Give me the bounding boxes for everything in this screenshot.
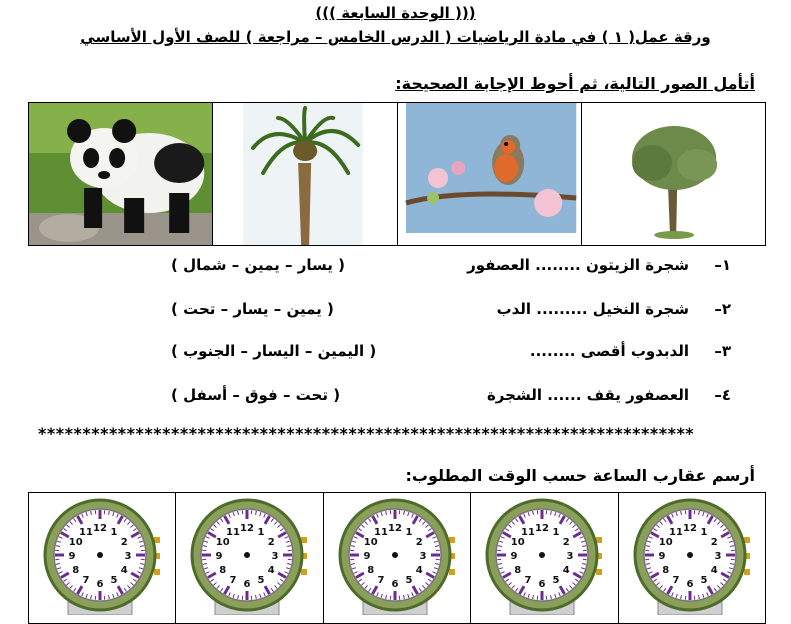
clock-face-icon[interactable]	[484, 497, 606, 615]
unit-title: ((( الوحدة السابعة )))	[0, 4, 791, 22]
olive-tree-image	[582, 103, 765, 245]
clock-knob	[596, 569, 602, 575]
question-number: ٢–	[689, 300, 731, 318]
clock-number: 2	[563, 537, 570, 548]
clock-number: 5	[111, 575, 118, 586]
clock-number: 8	[662, 565, 669, 576]
clock-number: 4	[710, 565, 717, 576]
clock-number: 3	[714, 551, 721, 562]
clock-number: 12	[93, 523, 107, 534]
palm-tree-image	[213, 103, 397, 245]
clock-number: 9	[511, 551, 518, 562]
clock-number: 4	[416, 565, 423, 576]
question-number: ٣–	[689, 342, 731, 360]
clock-number: 3	[125, 551, 132, 562]
clock-cell[interactable]	[176, 493, 323, 623]
clock-number: 8	[220, 565, 227, 576]
clock-knob	[744, 569, 750, 575]
clock-number: 11	[226, 527, 240, 538]
panda-image	[29, 103, 213, 245]
clock-cell[interactable]	[619, 493, 765, 623]
question-3	[171, 342, 731, 360]
clock-number: 4	[121, 565, 128, 576]
clock-number: 11	[79, 527, 93, 538]
clock-number: 9	[69, 551, 76, 562]
clock-number: 12	[240, 523, 254, 534]
question-choices[interactable]: ( يسار – يمين – شمال )	[171, 256, 345, 274]
clock-number: 5	[405, 575, 412, 586]
clock-number: 9	[216, 551, 223, 562]
clock-number: 2	[268, 537, 275, 548]
clock-number: 6	[391, 579, 398, 590]
clock-number: 5	[700, 575, 707, 586]
clock-number: 10	[216, 537, 230, 548]
clock-number: 7	[83, 575, 90, 586]
robin-bird-image	[398, 103, 582, 245]
clock-number: 6	[97, 579, 104, 590]
clock-cell[interactable]	[471, 493, 618, 623]
clock-number: 7	[230, 575, 237, 586]
clock-number: 10	[511, 537, 525, 548]
clock-number: 10	[364, 537, 378, 548]
question-1	[171, 256, 731, 274]
section1-instruction: أتأمل الصور التالية، ثم أحوط الإجابة الصحيحة:	[395, 74, 755, 93]
clock-face-icon[interactable]	[632, 497, 754, 615]
clock-number: 3	[567, 551, 574, 562]
clock-face-icon[interactable]	[189, 497, 311, 615]
clock-number: 4	[563, 565, 570, 576]
question-2	[171, 300, 731, 318]
clock-number: 6	[244, 579, 251, 590]
clock-center	[244, 552, 250, 558]
question-number: ٤–	[689, 386, 731, 404]
clock-cell[interactable]	[29, 493, 176, 623]
clock-cell[interactable]	[324, 493, 471, 623]
clock-number: 2	[710, 537, 717, 548]
clock-number: 1	[700, 527, 707, 538]
clock-number: 12	[388, 523, 402, 534]
clock-number: 1	[553, 527, 560, 538]
clock-number: 10	[658, 537, 672, 548]
clock-number: 1	[111, 527, 118, 538]
question-choices[interactable]: ( تحت – فوق – أسفل )	[171, 386, 340, 404]
question-text: شجرة الزيتون ........ العصفور	[467, 256, 689, 274]
clock-knob	[154, 569, 160, 575]
clock-face-icon[interactable]	[337, 497, 459, 615]
clock-number: 10	[69, 537, 83, 548]
question-text: شجرة النخيل ......... الدب	[497, 300, 689, 318]
clock-number: 6	[686, 579, 693, 590]
clock-number: 2	[416, 537, 423, 548]
question-choices[interactable]: ( اليمين – اليسار – الجنوب )	[171, 342, 376, 360]
clock-number: 1	[258, 527, 265, 538]
clock-number: 3	[272, 551, 279, 562]
clock-number: 12	[535, 523, 549, 534]
clock-number: 1	[405, 527, 412, 538]
clock-number: 7	[672, 575, 679, 586]
clock-number: 9	[658, 551, 665, 562]
clock-number: 7	[525, 575, 532, 586]
clock-number: 11	[521, 527, 535, 538]
clock-number: 7	[377, 575, 384, 586]
clock-number: 11	[374, 527, 388, 538]
question-number: ١–	[689, 256, 731, 274]
clock-center	[687, 552, 693, 558]
question-4	[171, 386, 731, 404]
clock-number: 4	[268, 565, 275, 576]
clock-number: 9	[363, 551, 370, 562]
clock-knob	[301, 569, 307, 575]
clock-number: 8	[72, 565, 79, 576]
separator-stars: **************************************************************************	[38, 424, 754, 443]
clock-face-icon[interactable]	[42, 497, 164, 615]
clock-number: 8	[514, 565, 521, 576]
image-strip	[28, 102, 766, 246]
clock-strip	[28, 492, 766, 624]
clock-number: 2	[121, 537, 128, 548]
clock-number: 5	[553, 575, 560, 586]
clock-center	[97, 552, 103, 558]
section2-instruction: أرسم عقارب الساعة حسب الوقت المطلوب:	[405, 466, 755, 485]
question-choices[interactable]: ( يمين – يسار – تحت )	[171, 300, 334, 318]
worksheet-title: ورقة عمل( ١ ) في مادة الرياضيات ( الدرس الخامس – مراجعة ) للصف الأول الأساسي	[0, 28, 791, 46]
clock-number: 5	[258, 575, 265, 586]
clock-center	[392, 552, 398, 558]
clock-number: 11	[669, 527, 683, 538]
clock-knob	[449, 569, 455, 575]
clock-number: 3	[419, 551, 426, 562]
clock-number: 6	[539, 579, 546, 590]
question-text: الدبدوب أقصى ........	[530, 342, 689, 360]
clock-number: 8	[367, 565, 374, 576]
clock-number: 12	[683, 523, 697, 534]
question-text: العصفور يقف ...... الشجرة	[487, 386, 689, 404]
clock-center	[539, 552, 545, 558]
